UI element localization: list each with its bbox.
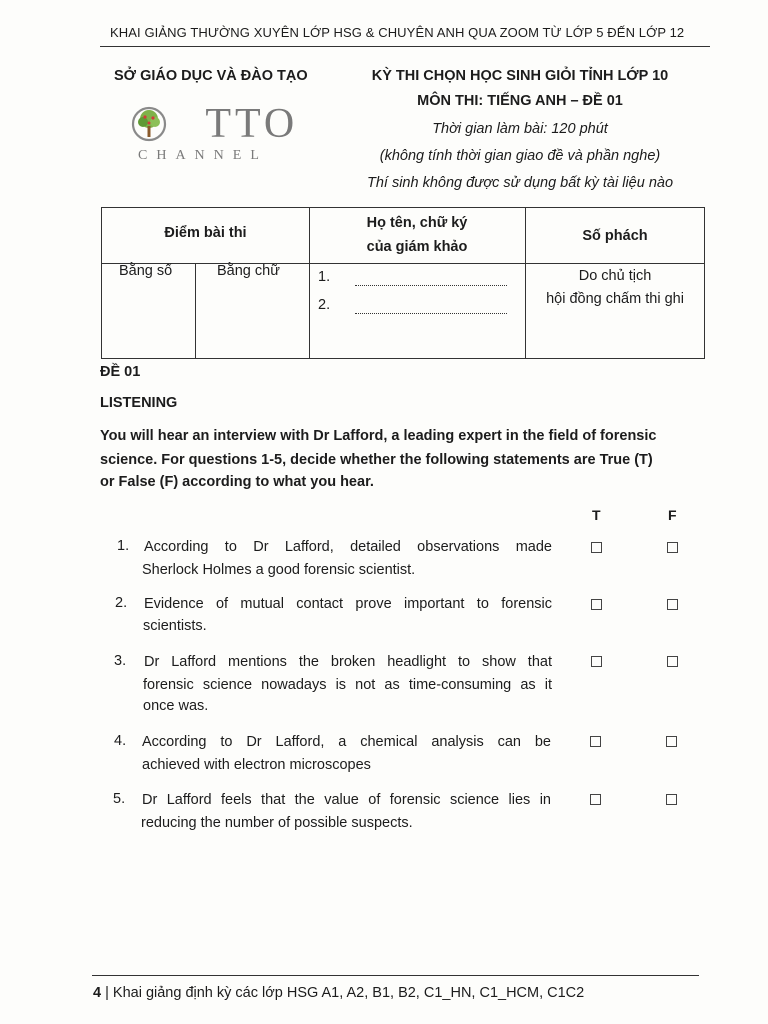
question-number: 5.	[113, 791, 126, 807]
examiner-1-signature-line[interactable]	[355, 285, 507, 286]
true-column-header: T	[592, 507, 601, 523]
otto-channel-logo	[126, 100, 306, 170]
true-checkbox[interactable]	[591, 542, 602, 553]
false-checkbox[interactable]	[667, 599, 678, 610]
footer-divider	[92, 975, 699, 976]
logo-subtitle: CHANNEL	[138, 148, 268, 163]
instructions-line: You will hear an interview with Dr Lafford, a leading expert in the field of forensic	[100, 428, 657, 444]
exam-note-time: (không tính thời gian giao đề và phần nghe)	[379, 148, 661, 164]
department-name: SỞ GIÁO DỤC VÀ ĐÀO TẠO	[114, 68, 308, 84]
exam-subject: MÔN THI: TIẾNG ANH – ĐỀ 01	[417, 93, 623, 109]
question-text-line: Dr Lafford feels that the value of forensic science lies in	[142, 792, 551, 808]
question-text-line: reducing the number of possible suspects.	[141, 815, 413, 831]
code-header: Số phách	[582, 228, 648, 244]
question-text-line: Dr Lafford mentions the broken headlight to show that	[144, 654, 552, 670]
score-by-number-label: Bằng số	[119, 263, 173, 279]
question-number: 1.	[117, 538, 130, 554]
true-checkbox[interactable]	[591, 599, 602, 610]
exam-title: KỲ THI CHỌN HỌC SINH GIỎI TỈNH LỚP 10	[371, 68, 669, 84]
false-checkbox[interactable]	[667, 656, 678, 667]
exam-code: ĐỀ 01	[100, 364, 141, 380]
question-text-line: Sherlock Holmes a good forensic scientist.	[142, 562, 416, 578]
examiner-2-signature-line[interactable]	[355, 313, 507, 314]
false-checkbox[interactable]	[666, 794, 677, 805]
table-divider	[195, 263, 196, 358]
exam-note-materials: Thí sinh không được sử dụng bất kỳ tài liệu nào	[366, 175, 674, 191]
false-checkbox[interactable]	[667, 542, 678, 553]
question-text-line: According to Dr Lafford, detailed observations made	[144, 539, 552, 555]
question-text-line: forensic science nowadays is not as time-consuming as it	[143, 677, 552, 693]
question-text-line: achieved with electron microscopes	[142, 757, 371, 773]
question-number: 4.	[114, 733, 127, 749]
instructions-line: science. For questions 1-5, decide whether the following statements are True (T)	[100, 452, 653, 468]
page-number: 4	[93, 985, 102, 1001]
code-note-line2: hội đồng chấm thi ghi	[546, 291, 684, 307]
score-header: Điểm bài thi	[164, 225, 247, 241]
question-number: 3.	[114, 653, 127, 669]
question-text-line: Evidence of mutual contact prove important to forensic	[144, 596, 552, 612]
header-divider	[100, 46, 710, 47]
page-header-banner: KHAI GIẢNG THƯỜNG XUYÊN LỚP HSG & CHUYÊN ANH QUA ZOOM TỪ LỚP 5 ĐẾN LỚP 12	[110, 25, 685, 40]
true-checkbox[interactable]	[590, 794, 601, 805]
examiner-2-label: 2.	[318, 297, 331, 313]
true-checkbox[interactable]	[590, 736, 601, 747]
tree-logo-icon	[131, 106, 167, 146]
false-checkbox[interactable]	[666, 736, 677, 747]
page-footer	[93, 985, 584, 1001]
exam-time: Thời gian làm bài: 120 phút	[432, 121, 608, 137]
examiner-1-label: 1.	[318, 269, 331, 285]
question-text-line: once was.	[143, 698, 209, 714]
question-number: 2.	[115, 595, 128, 611]
logo-wordmark: TTO	[205, 101, 299, 147]
false-column-header: F	[668, 507, 677, 523]
score-by-words-label: Bằng chữ	[217, 263, 280, 279]
examiner-header-line1: Họ tên, chữ ký	[366, 215, 468, 231]
true-checkbox[interactable]	[591, 656, 602, 667]
code-note-line1: Do chủ tịch	[578, 268, 652, 284]
question-text-line: scientists.	[143, 618, 207, 634]
score-table	[101, 207, 705, 359]
table-divider	[102, 263, 704, 264]
question-text-line: According to Dr Lafford, a chemical analysis can be	[142, 734, 551, 750]
examiner-header-line2: của giám khảo	[366, 239, 468, 255]
instructions-line: or False (F) according to what you hear.	[100, 474, 374, 490]
section-title: LISTENING	[100, 395, 178, 411]
footer-text: | Khai giảng định kỳ các lớp HSG A1, A2, B1, B2, C1_HN, C1_HCM, C1C2	[105, 985, 585, 1001]
